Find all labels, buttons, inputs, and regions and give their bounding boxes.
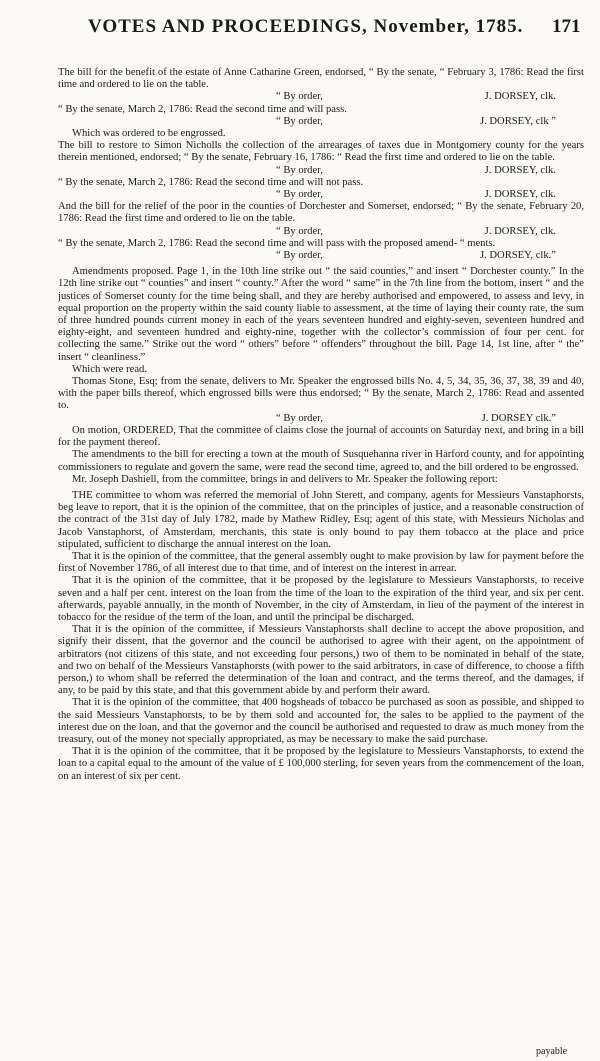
report-paragraph: That it is the opinion of the committee, if Messieurs Vanstaphorsts shall decline to accept the above proposition, and signify their dissent, that the governor and the council be authorised to agree with their agent, on the appointment of arbitrators (not citizens of this state, and not exceeding four persons,) two of them to be nominated in behalf of the state, and two on behalf of the Messieurs Vanstaphorsts (with power to the said arbitrators, in case of difference, to choose a fifth person,) to whom shall be referred the determination of the loan and contract, and the terms thereof, and the damages, if any, to be paid by this state, and that this government abide by and perform their award. [58,624,584,697]
signature-line [58,189,584,201]
by-order-text: “ By order, [276,115,323,127]
clerk-signature: J. DORSEY, clk. [484,189,556,201]
paragraph: Amendments proposed. Page 1, in the 10th line strike out “ the said counties,” and insert “ Dorchester county.” In the 12th line strike out “ counties” and insert “ county.” After the word “ same” in the 7th line from the bottom, insert “ and the justices of Somerset county for the time being shall, and they are hereby authorised and empowered, to assess and levy, in equal proportion on the property within the said county liable to assessment, at the time of laying their county rate, the sum of three hundred pounds current money in each of the years seventeen hundred and eighty-seven, seventeen hundred and eighty-eight, and seventeen hundred and eighty-nine, together with the collector’s commission of four per cent. for collecting the same.” Strike out the word “ others” before “ offenders” throughout the bill. Page 14, 1st line, after “ the” insert “ cleanliness.” [58,266,584,363]
by-order-text: “ By order, [276,91,323,103]
by-order-text: “ By order, [276,225,323,237]
signature-line [58,226,584,238]
clerk-signature: J. DORSEY, clk. [484,91,556,103]
report-paragraph: That it is the opinion of the committee, that it be proposed by the legislature to Messieurs Vanstaphorsts, to receive seven and a half per cent. interest on the loan from the time of the loan to the expiration of the third year, and six per cent. afterwards, payable annually, in the month of November, in the city of Amsterdam, in lieu of the payment of the interest in tobacco for the residue of the term of the loan, and until the principal be discharged. [58,575,584,623]
page-title: VOTES AND PROCEEDINGS, November, 1785. [88,16,524,37]
page-number: 171 [552,16,581,37]
clerk-signature: J. DORSEY, clk. [484,164,556,176]
clerk-signature: J. DORSEY, clk. [484,225,556,237]
paragraph: Which were read. [72,363,147,375]
page-body [58,67,584,1057]
by-order-text: “ By order, [276,189,323,201]
signature-line [58,165,584,177]
paragraph: And the bill for the relief of the poor in the counties of Dorchester and Somerset, endorsed; “ By the senate, February 20, 1786: Read the first time and ordered to lie on the table. [58,201,584,225]
paragraph: The bill for the benefit of the estate of Anne Catharine Green, endorsed, “ By the senate, “ February 3, 1786: Read the first time and ordered to lie on the table. [58,67,584,91]
page-header [0,6,600,58]
clerk-signature: J. DORSEY clk.” [481,412,556,424]
paragraph: “ By the senate, March 2, 1786: Read the second time and will pass with the proposed amend- “ ments. [58,237,496,249]
report-paragraph: THE committee to whom was referred the memorial of John Sterett, and company, agents for Messieurs Vanstaphorsts, beg leave to report, that it is the opinion of the committee, that on the principles of justice, and a reasonable construction of the contract of the 31st day of July 1782, made by Mathew Ridley, Esq; agent of this state, with Messieurs Nicholas and Jacob Vanstaphorst, of Amsterdam, merchants, this state is only bound to pay them tobacco at the place and price stipulated, sufficient to discharge the annual interest on the loan. [58,489,584,550]
signature-line [58,250,584,262]
catchword: payable [536,1046,568,1057]
report-paragraph: That it is the opinion of the committee, that it be proposed by the legislature to Messieurs Vanstaphorsts, to extend the loan to a capital equal to the amount of the value of £ 100,000 sterling, for seven years from the commencement of the loan, on an interest of six per cent. [58,746,584,782]
paragraph: Thomas Stone, Esq; from the senate, delivers to Mr. Speaker the engrossed bills No. 4, 5, 34, 35, 36, 37, 38, 39 and 40, with the paper bills thereof, which engrossed bills were thus endorsed; “ By the senate, March 2, 1786: Read and assented to. [58,376,584,412]
by-order-text: “ By order, [276,250,323,262]
paragraph: Which was ordered to be engrossed. [72,128,226,140]
clerk-signature: J. DORSEY, clk ” [479,115,556,127]
by-order-text: “ By order, [276,164,323,176]
by-order-text: “ By order, [276,412,323,424]
report-paragraph: That it is the opinion of the committee, that 400 hogsheads of tobacco be purchased as soon as possible, and shipped to the said Messieurs Vanstaphorsts, to be by them sold and accounted for, the sales to be applied to the payment of the interest due on the loan, and that the governor and the council be authorised and requested to draw as much money from the treasury, out of the money not specially appropriated, as may be necessary to make the said purchase. [58,697,584,745]
paragraph: “ By the senate, March 2, 1786: Read the second time and will pass. [58,103,347,115]
clerk-signature: J. DORSEY, clk.” [479,250,556,262]
signature-line [58,116,584,128]
paragraph: “ By the senate, March 2, 1786: Read the second time and will not pass. [58,176,364,188]
paragraph: The bill to restore to Simon Nicholls the collection of the arrearages of taxes due in Montgomery county for the years therein mentioned, endorsed; “ By the senate, February 16, 1786: “ Read the first time and ordered to lie on the table. [58,140,584,164]
paragraph: The amendments to the bill for erecting a town at the mouth of Susquehanna river in Harford county, and for appointing commissioners to regulate and govern the same, were read the second time, agreed to, and the bill ordered to be engrossed. [58,449,584,473]
signature-line [58,413,584,425]
signature-line [58,91,584,103]
paragraph: On motion, ORDERED, That the committee of claims close the journal of accounts on Saturday next, and bring in a bill for the payment thereof. [58,424,584,449]
paragraph: Mr. Joseph Dashiell, from the committee, brings in and delivers to Mr. Speaker the following report: [72,473,498,485]
report-paragraph: That it is the opinion of the committee, that the general assembly ought to make provision by law for payment before the first of November 1786, of all interest due to that time, and of interest on the interest in arrear. [58,550,584,575]
